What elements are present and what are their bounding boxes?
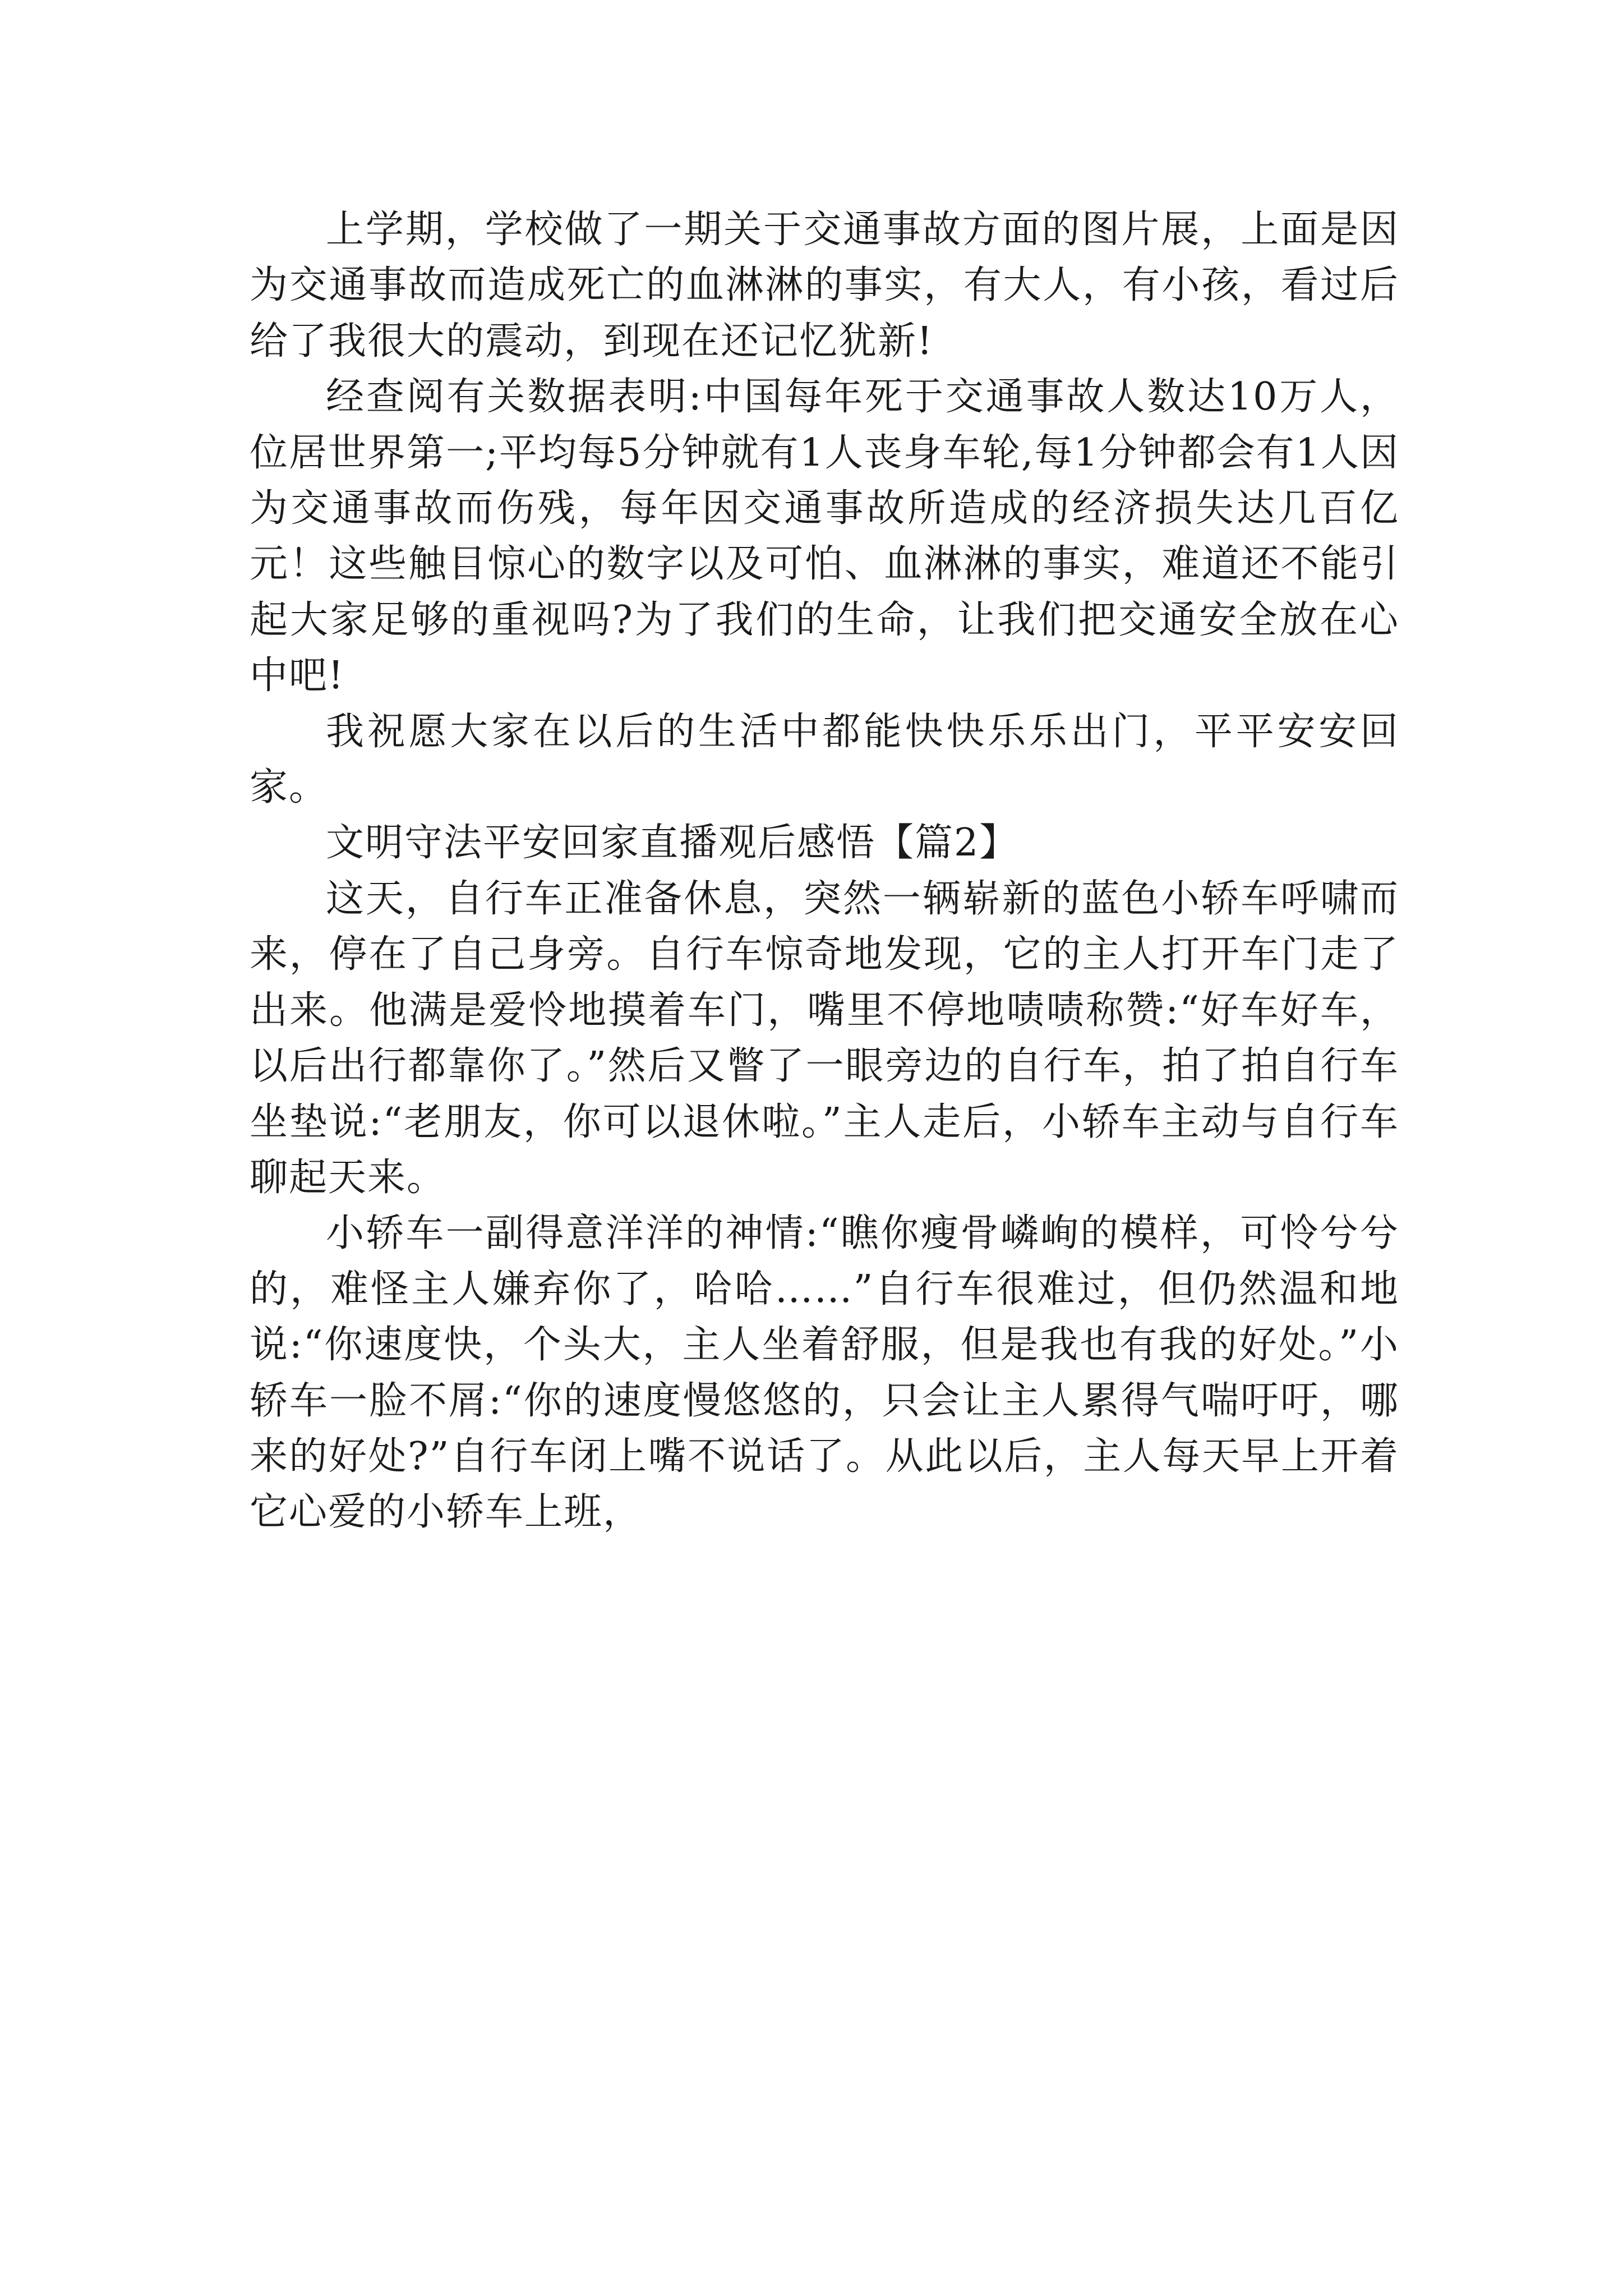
section-heading: 文明守法平安回家直播观后感悟【篇2】 — [326, 821, 1019, 866]
paragraph-story-dialogue: 小轿车一副得意洋洋的神情:“瞧你瘦骨嶙峋的模样，可怜兮兮的，难怪主人嫌弃你了，哈哈……”自行车很难过，但仍然温和地说:“你速度快，个头大，主人坐着舒服，但是我也有我的好处。”小轿车一脸不屑:“你的速度慢悠悠的，只会让主人累得气喘吁吁，哪来的好处?”自行车闭上嘴不说话了。从此以后，主人每天早上开着它心爱的小轿车上班， — [250, 1211, 1399, 1535]
document-body — [250, 202, 1399, 1540]
paragraph-story-intro: 这天，自行车正准备休息，突然一辆崭新的蓝色小轿车呼啸而来，停在了自己身旁。自行车惊奇地发现，它的主人打开车门走了出来。他满是爱怜地摸着车门，嘴里不停地啧啧称赞:“好车好车，以后出行都靠你了。”然后又瞥了一眼旁边的自行车，拍了拍自行车坐垫说:“老朋友，你可以退休啦。”主人走后，小轿车主动与自行车聊起天来。 — [250, 876, 1399, 1200]
paragraph-wishes: 我祝愿大家在以后的生活中都能快快乐乐出门，平平安安回家。 — [250, 709, 1399, 810]
paragraph-statistics: 经查阅有关数据表明:中国每年死于交通事故人数达10万人，位居世界第一;平均每5分钟就有1人丧身车轮,每1分钟都会有1人因为交通事故而伤残，每年因交通事故所造成的经济损失达几百亿元！这些触目惊心的数字以及可怕、血淋淋的事实，难道还不能引起大家足够的重视吗?为了我们的生命，让我们把交通安全放在心中吧! — [250, 375, 1399, 698]
paragraph-exhibition: 上学期，学校做了一期关于交通事故方面的图片展，上面是因为交通事故而造成死亡的血淋淋的事实，有大人，有小孩，看过后给了我很大的震动，到现在还记忆犹新! — [250, 208, 1399, 364]
